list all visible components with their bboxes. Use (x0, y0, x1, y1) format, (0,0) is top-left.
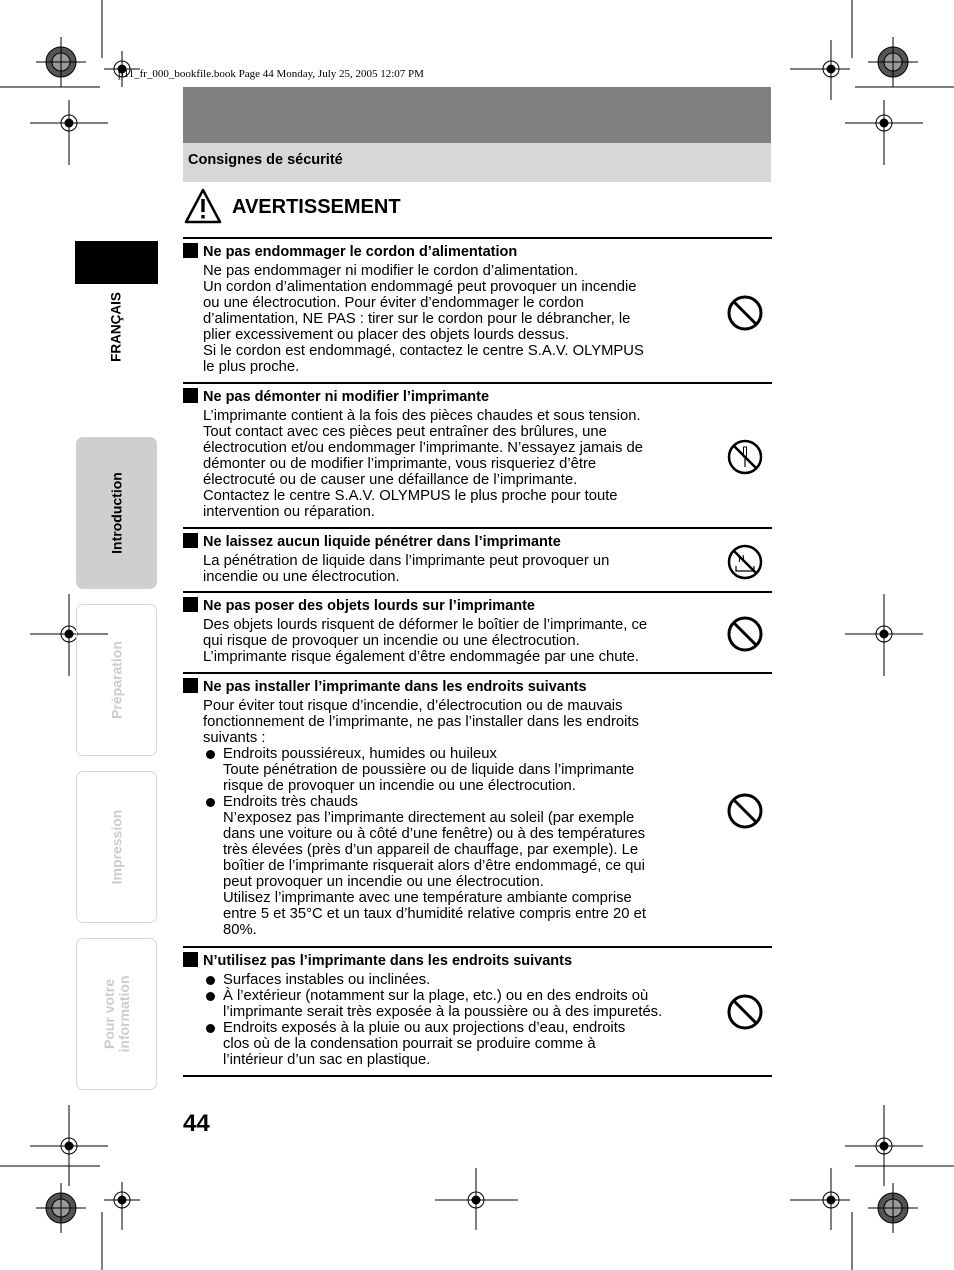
list-item: À l’extérieur (notamment sur la plage, etc.) ou en des endroits où l’imprimante serait très exposée à la poussière ou à des impuretés. (203, 988, 693, 1020)
section-divider (183, 672, 772, 674)
header-band (183, 87, 771, 143)
tab-information[interactable] (76, 938, 157, 1090)
tab-impression-label: Impression (108, 809, 124, 885)
tab-impression[interactable] (76, 771, 157, 923)
safety-item-text: Ne pas endommager ni modifier le cordon d’alimentation. Un cordon d’alimentation endommagé peut provoquer un incendie ou une électrocution. Pour éviter d’endommager le cordon d’alimentation, NE PAS : tirer sur le cordon pour le débrancher, le plier excessivement ou placer des objets lourds dessus. Si le cordon est endommagé, contactez le centre S.A.V. OLYMPUS le plus proche. (203, 263, 644, 375)
section-divider (183, 591, 772, 593)
prohibition-icon (727, 994, 763, 1030)
prohibition-icon (727, 793, 763, 829)
list-item: Endroits très chauds N’exposez pas l’imprimante directement au soleil (par exemple dans une voiture ou à côté d’une fenêtre) ou à des températures très élevées (près d’un appareil de chauffage, par exemple). Le boîtier de l’imprimante risquerait alors d’être endommagé, ce qui peut provoquer un incendie ou une électrocution. Utilisez l’imprimante avec une température ambiante comprise entre 5 et 35°C et un taux d’humidité relative compris entre 20 et 80%. (203, 794, 693, 938)
safety-item-text: Des objets lourds risquent de déformer le boîtier de l’imprimante, ce qui risque de provoquer un incendie ou une électrocution. L’imprimante risque également d’être endommagée par une chute. (203, 617, 648, 665)
safety-item-title: Ne laissez aucun liquide pénétrer dans l’imprimante (183, 533, 561, 550)
safety-item-title: Ne pas installer l’imprimante dans les endroits suivants (183, 678, 587, 695)
list-item: Endroits exposés à la pluie ou aux projections d’eau, endroits clos où de la condensation pourrait se produire comme à l’intérieur d’un sac en plastique. (203, 1020, 693, 1068)
safety-item-text: L’imprimante contient à la fois des pièces chaudes et sous tension. Tout contact avec ces pièces peut entraîner des brûlures, une électrocution et/ou endommager l’imprimante. N’essayez jamais de démonter ou de modifier l’imprimante, vous risqueriez d’être électrocuté ou de causer une défaillance de l’imprimante. Contactez le centre S.A.V. OLYMPUS le plus proche pour toute intervention ou réparation. (203, 408, 643, 520)
print-info-line: p11_fr_000_bookfile.book Page 44 Monday, July 25, 2005 12:07 PM (118, 68, 424, 80)
safety-item-text (203, 972, 693, 1068)
section-divider (183, 527, 772, 529)
safety-item-text: La pénétration de liquide dans l’imprimante peut provoquer un incendie ou une électrocution. (203, 553, 610, 585)
section-divider (183, 1075, 772, 1077)
tab-introduction[interactable] (76, 437, 157, 589)
no-wet-icon (727, 544, 763, 580)
safety-item-title: N’utilisez pas l’imprimante dans les endroits suivants (183, 952, 572, 969)
section-label: Consignes de sécurité (188, 152, 343, 168)
prohibition-icon (727, 616, 763, 652)
safety-item-title: Ne pas poser des objets lourds sur l’imprimante (183, 597, 535, 614)
tab-introduction-label: Introduction (108, 472, 124, 554)
tab-preparation[interactable] (76, 604, 157, 756)
page-number: 44 (183, 1110, 210, 1137)
prohibition-icon (727, 295, 763, 331)
tab-preparation-label: Préparation (108, 641, 124, 719)
section-divider (183, 946, 772, 948)
safety-item-title: Ne pas endommager le cordon d’alimentation (183, 243, 517, 260)
warning-title: AVERTISSEMENT (232, 196, 401, 218)
language-marker (75, 241, 158, 284)
language-label: FRANÇAIS (108, 292, 124, 362)
no-disassembly-icon (727, 439, 763, 475)
safety-item-text: Pour éviter tout risque d’incendie, d’électrocution ou de mauvais fonctionnement de l’imprimante, ne pas l’installer dans les endroits suivants : Endroits poussiéreux, humides ou huileux Toute pénétration de poussière ou de liquide dans l’imprimante risque de provoquer un incendie ou une électrocution. Endroits très chauds N’exposez pas l’imprimante directement au soleil (par exemple dans une voiture ou à côté d’une fenêtre) ou à des températures très élevées (près d’un appareil de chauffage, par exemple). Le boîtier de l’imprimante risquerait alors d’être endommagé, ce qui peut provoquer un incendie ou une électrocution. Utilisez l’imprimante avec une température ambiante comprise entre 5 et 35°C et un taux d’humidité relative compris entre 20 et 80%. (203, 698, 693, 938)
safety-item-title: Ne pas démonter ni modifier l’imprimante (183, 388, 489, 405)
section-divider (183, 382, 772, 384)
warning-triangle-icon (183, 187, 223, 225)
list-item: Endroits poussiéreux, humides ou huileux Toute pénétration de poussière ou de liquide dans l’imprimante risque de provoquer un incendie ou une électrocution. (203, 746, 693, 794)
section-header (183, 143, 771, 182)
list-item: Surfaces instables ou inclinées. (203, 972, 693, 988)
section-divider (183, 237, 772, 239)
tab-information-label: Pour votre information (100, 975, 132, 1053)
